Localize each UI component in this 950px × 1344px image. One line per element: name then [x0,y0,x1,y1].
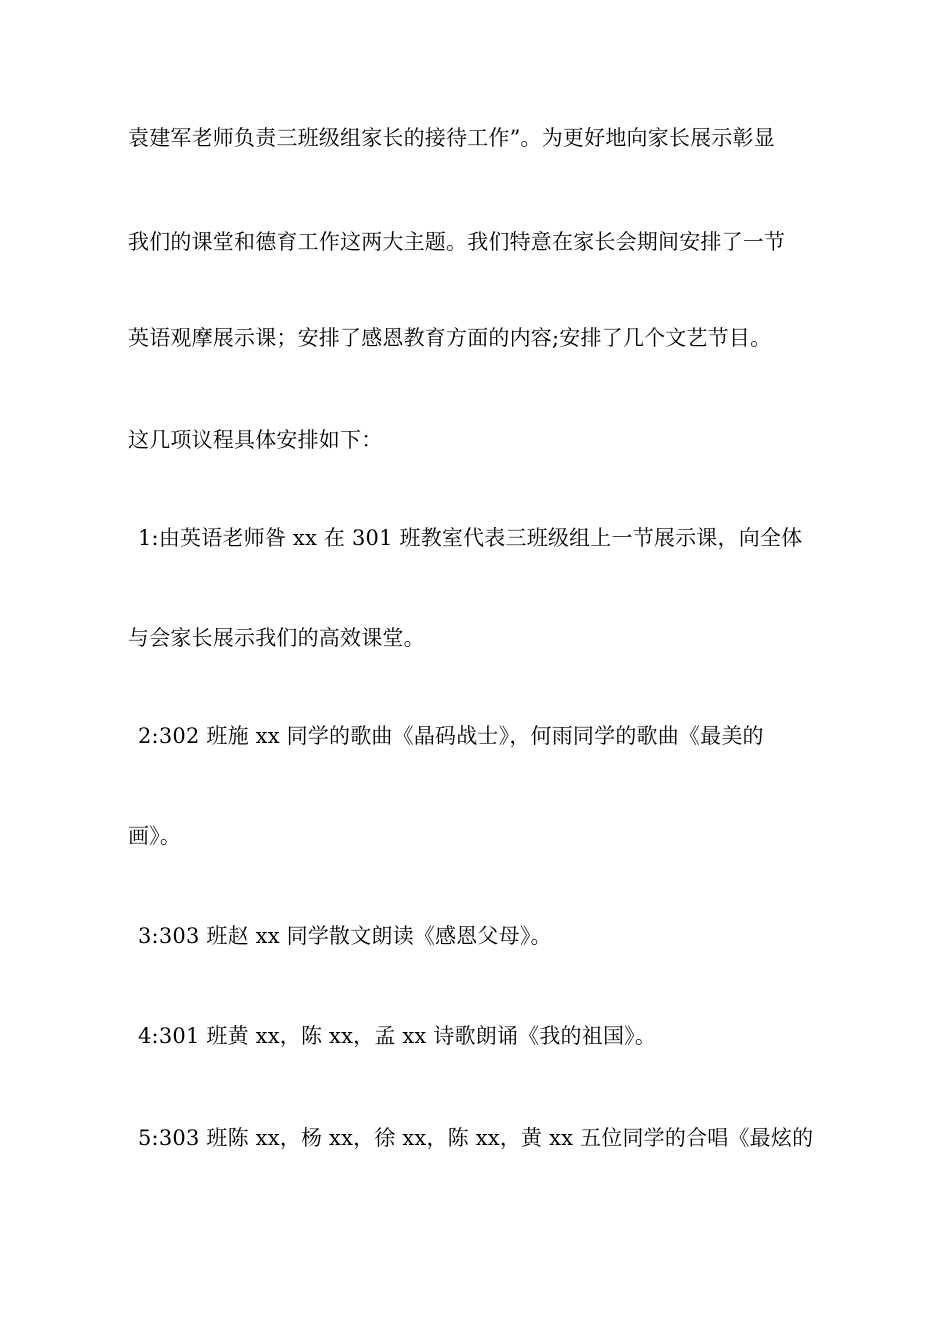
list-item-2-line-1: 2:302 班施 xx 同学的歌曲《晶码战士》，何雨同学的歌曲《最美的 [138,724,764,748]
text-line: 英语观摩展示课；安排了感恩教育方面的内容;安排了几个文艺节目。 [128,326,772,350]
list-item-1-line-1: 1:由英语老师昝 xx 在 301 班教室代表三班级组上一节展示课，向全体 [138,526,803,550]
list-item-1-line-2: 与会家长展示我们的高效课堂。 [128,626,425,650]
list-item-2-line-2: 画》。 [128,824,182,848]
list-item-3: 3:303 班赵 xx 同学散文朗读《感恩父母》。 [138,924,552,948]
list-item-4: 4:301 班黄 xx，陈 xx，孟 xx 诗歌朗诵《我的祖国》。 [138,1024,657,1048]
list-item-5-line-1: 5:303 班陈 xx，杨 xx，徐 xx，陈 xx，黄 xx 五位同学的合唱《最炫的 [138,1126,814,1150]
text-line: 袁建军老师负责三班级组家长的接待工作”。为更好地向家长展示彰显 [128,126,775,150]
text-line: 我们的课堂和德育工作这两大主题。我们特意在家长会期间安排了一节 [128,230,786,254]
text-line: 这几项议程具体安排如下： [128,428,383,452]
